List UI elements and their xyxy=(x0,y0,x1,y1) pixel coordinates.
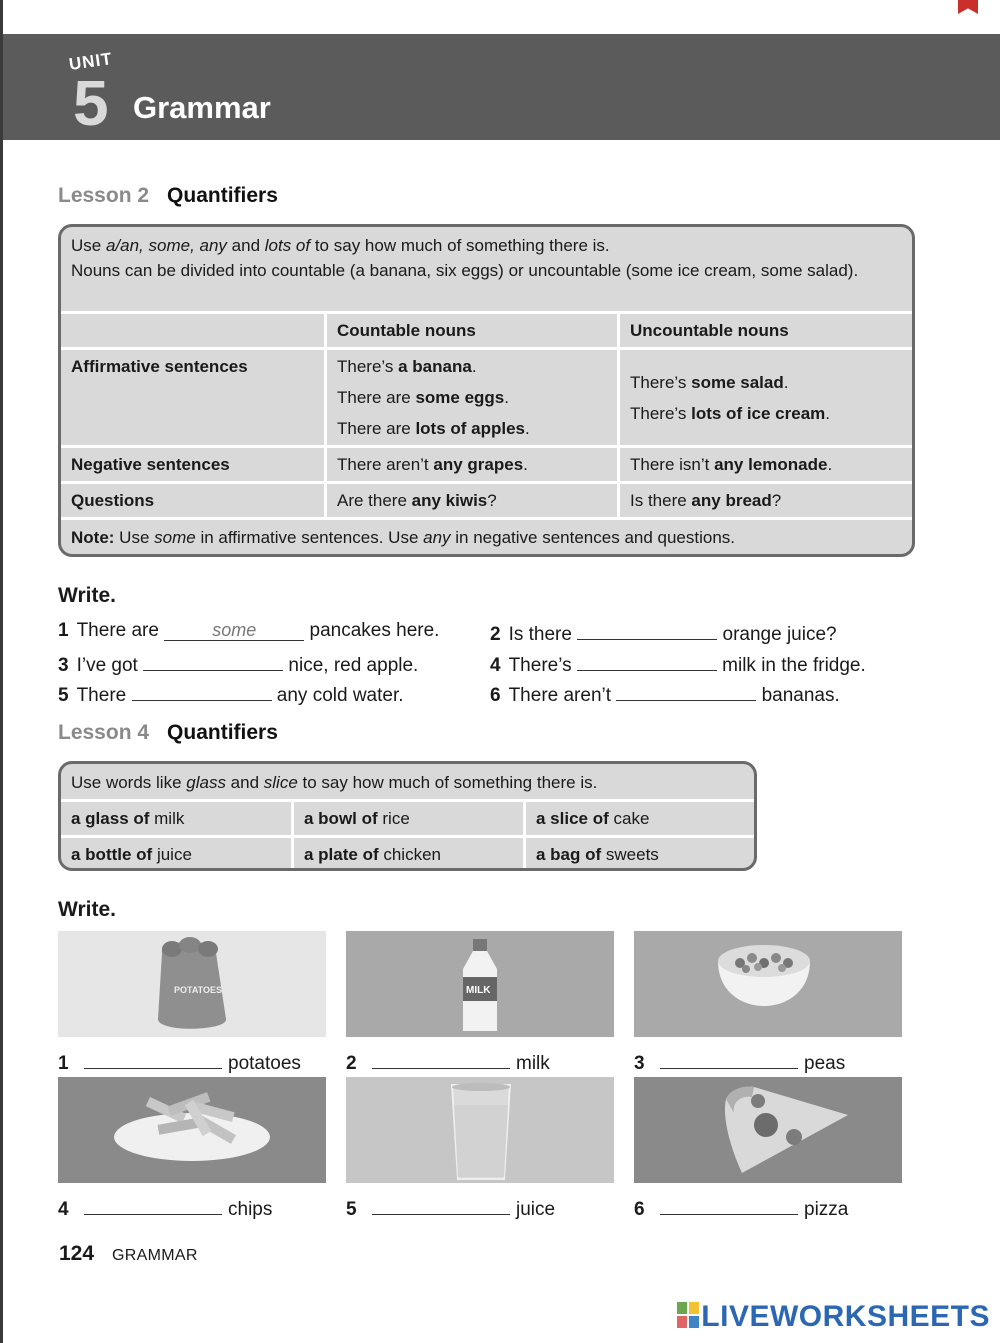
milk-label: MILK xyxy=(466,985,491,996)
row-header-affirmative: Affirmative sentences xyxy=(71,357,248,376)
pizza-slice-image xyxy=(634,1077,902,1183)
top-strip xyxy=(3,0,1000,34)
col-header-countable: Countable nouns xyxy=(337,321,476,340)
picture-answer-input-2[interactable] xyxy=(372,1049,510,1069)
lesson2-intro-line1: Use a/an, some, any and lots of to say how much of something there is. xyxy=(71,236,610,255)
quantifier-bowl-of-rice: a bowl of rice xyxy=(304,809,410,828)
quantifier-bottle-of-juice: a bottle of juice xyxy=(71,845,192,864)
picture-caption-1: 1 potatoes xyxy=(58,1049,301,1075)
lesson2-intro-line2: Nouns can be divided into countable (a banana, six eggs) or uncountable (some ice cream, some salad). xyxy=(71,261,859,280)
lesson2-heading xyxy=(58,184,278,208)
quantifier-glass-of-milk: a glass of milk xyxy=(71,809,185,828)
lesson2-grammar-box xyxy=(58,224,915,557)
picture-caption-6: 6 pizza xyxy=(634,1195,848,1221)
lesson4-heading xyxy=(58,721,278,745)
page-title: Grammar xyxy=(133,90,271,125)
affirmative-uncountable-cell xyxy=(620,350,910,445)
lesson2-intro xyxy=(61,227,912,287)
questions-uncountable-cell: Is there any bread? xyxy=(630,491,782,510)
write-heading-1: Write. xyxy=(58,584,116,607)
lesson2-title: Quantifiers xyxy=(167,184,278,207)
liveworksheets-logo[interactable] xyxy=(677,1300,990,1334)
exercise-3: 3 I’ve got nice, red apple. xyxy=(58,651,418,677)
affirmative-countable-cell xyxy=(327,350,617,445)
exercise-2: 2 Is there orange juice? xyxy=(490,620,837,646)
row-header-negative: Negative sentences xyxy=(71,455,230,474)
example-a-banana: There’s a banana. xyxy=(337,357,477,376)
unit-number: 5 xyxy=(73,67,109,139)
lesson2-number: Lesson 2 xyxy=(58,184,150,207)
example-lots-of-ice-cream: There’s lots of ice cream. xyxy=(630,403,831,423)
picture-answer-input-3[interactable] xyxy=(660,1049,798,1069)
negative-countable-cell: There aren’t any grapes. xyxy=(337,455,528,474)
unit-word: UNIT xyxy=(67,49,114,74)
page-number: 124 xyxy=(59,1242,95,1265)
potatoes-bag-image xyxy=(58,931,326,1037)
answer-input-1[interactable]: some xyxy=(164,621,304,641)
note-row: Note: Use some in affirmative sentences. Use any in negative sentences and questions. xyxy=(71,527,736,547)
worksheet-page xyxy=(3,0,1000,1343)
milk-bottle-image xyxy=(346,931,614,1037)
write-heading-2: Write. xyxy=(58,898,116,921)
lesson4-title: Quantifiers xyxy=(167,721,278,744)
quantifier-slice-of-cake: a slice of cake xyxy=(536,809,650,828)
example-lots-of-apples: There are lots of apples. xyxy=(337,419,530,438)
answer-input-6[interactable] xyxy=(616,681,756,701)
exercise-5: 5 There any cold water. xyxy=(58,681,404,707)
example-some-salad: There’s some salad. xyxy=(630,372,789,392)
negative-uncountable-cell: There isn’t any lemonade. xyxy=(630,455,833,474)
exercise-4: 4 There’s milk in the fridge. xyxy=(490,651,866,677)
questions-countable-cell: Are there any kiwis? xyxy=(337,491,497,510)
page-footer xyxy=(59,1242,198,1266)
picture-caption-4: 4 chips xyxy=(58,1195,272,1221)
chips-plate-image xyxy=(58,1077,326,1183)
picture-answer-input-4[interactable] xyxy=(84,1195,222,1215)
footer-section: GRAMMAR xyxy=(112,1247,198,1264)
liveworksheets-icon xyxy=(677,1302,699,1328)
quantifier-bag-of-sweets: a bag of sweets xyxy=(536,845,659,864)
example-some-eggs: There are some eggs. xyxy=(337,388,509,407)
picture-answer-input-5[interactable] xyxy=(372,1195,510,1215)
potatoes-label: POTATOES xyxy=(174,985,223,995)
logo-text: LIVEWORKSHEETS xyxy=(701,1300,990,1333)
row-header-questions: Questions xyxy=(71,491,155,510)
answer-input-4[interactable] xyxy=(577,651,717,671)
picture-answer-input-6[interactable] xyxy=(660,1195,798,1215)
answer-input-5[interactable] xyxy=(132,681,272,701)
picture-answer-input-1[interactable] xyxy=(84,1049,222,1069)
answer-input-3[interactable] xyxy=(143,651,283,671)
col-header-uncountable: Uncountable nouns xyxy=(630,321,789,340)
lesson4-intro: Use words like glass and slice to say how much of something there is. xyxy=(71,773,598,792)
answer-input-2[interactable] xyxy=(577,620,717,640)
exercise-6: 6 There aren’t bananas. xyxy=(490,681,840,707)
juice-glass-image xyxy=(346,1077,614,1183)
lesson4-number: Lesson 4 xyxy=(58,721,150,744)
lesson4-grammar-box xyxy=(58,761,757,871)
picture-caption-3: 3 peas xyxy=(634,1049,845,1075)
quantifier-plate-of-chicken: a plate of chicken xyxy=(304,845,441,864)
picture-caption-2: 2 milk xyxy=(346,1049,550,1075)
exercise-1: 1 There are some pancakes here. xyxy=(58,620,440,641)
peas-bowl-image xyxy=(634,931,902,1037)
picture-caption-5: 5 juice xyxy=(346,1195,555,1221)
